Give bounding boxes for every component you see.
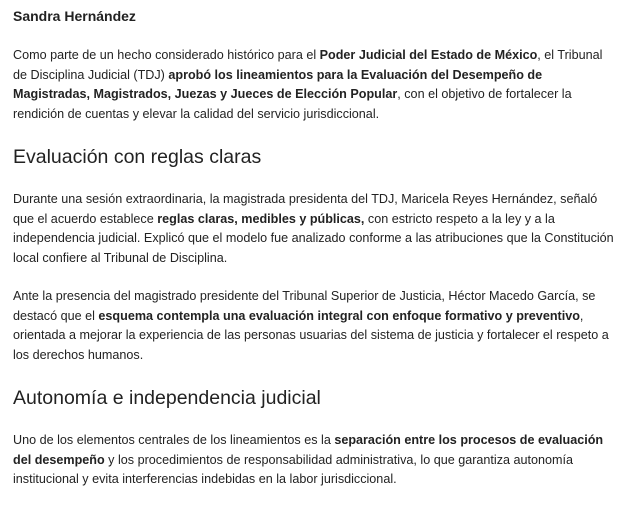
- bold-text: del desempeño: [13, 452, 105, 467]
- text-line: [13, 287, 628, 307]
- text-line: [13, 470, 628, 490]
- bold-text: reglas claras, medibles y públicas,: [157, 211, 365, 226]
- text-run: Durante una sesión extraordinaria, la magistrada presidenta del TDJ, Maricela Reyes Hernández, señaló: [13, 192, 598, 206]
- bold-text: Poder Judicial del Estado de México: [319, 48, 538, 62]
- paragraph-presencia: [13, 287, 628, 365]
- section-heading-autonomia: Autonomía e independencia judicial: [13, 387, 321, 409]
- text-run: , con el objetivo de fortalecer la: [397, 87, 572, 101]
- author-name: Sandra Hernández: [13, 8, 136, 24]
- bold-text: aprobó los lineamientos para la Evaluación del Desempeño de: [168, 67, 543, 82]
- bold-text: Magistradas, Magistrados, Juezas y Jueces de Elección Popular: [13, 87, 398, 101]
- text-line: [13, 46, 628, 66]
- text-line: [13, 326, 628, 346]
- text-run: rendición de cuentas y elevar la calidad del servicio jurisdiccional.: [13, 106, 380, 121]
- text-line: [13, 190, 628, 210]
- text-run: los derechos humanos.: [13, 347, 144, 362]
- section-heading-evaluacion: Evaluación con reglas claras: [13, 146, 262, 168]
- text-run: con estricto respeto a la ley y a la: [364, 211, 555, 226]
- paragraph-sesion: [13, 190, 628, 268]
- bold-text: separación entre los procesos de evaluación: [334, 433, 604, 447]
- paragraph-elementos: [13, 431, 628, 490]
- text-line: [13, 105, 628, 125]
- text-run: , el Tribunal: [537, 48, 603, 62]
- text-run: Ante la presencia del magistrado presidente del Tribunal Superior de Justicia, Héctor Macedo García, se: [13, 289, 596, 303]
- text-run: destacó que el: [13, 308, 99, 323]
- text-run: de Disciplina Judicial (TDJ): [13, 67, 169, 82]
- text-run: ,: [579, 308, 584, 323]
- paragraph-intro: [13, 46, 628, 124]
- text-run: y los procedimientos de responsabilidad administrativa, lo que garantiza autonomía: [104, 452, 574, 467]
- text-line: [13, 307, 628, 327]
- text-run: independencia judicial. Explicó que el modelo fue analizado conforme a las atribuciones que la Constitución: [13, 231, 614, 245]
- text-line: [13, 249, 628, 269]
- text-run: local confiere al Tribunal de Disciplina.: [13, 250, 228, 265]
- bold-text: esquema contempla una evaluación integral con enfoque formativo y preventivo: [98, 308, 580, 323]
- text-run: que el acuerdo establece: [13, 211, 158, 226]
- text-line: [13, 66, 628, 86]
- text-line: [13, 451, 628, 471]
- text-line: [13, 85, 628, 105]
- text-run: Como parte de un hecho considerado histórico para el: [13, 48, 320, 62]
- text-line: [13, 229, 628, 249]
- text-run: Uno de los elementos centrales de los lineamientos es la: [13, 433, 335, 447]
- text-line: [13, 210, 628, 230]
- text-line: [13, 346, 628, 366]
- text-run: orientada a mejorar la experiencia de las personas usuarias del sistema de justicia y fortalecer el respeto a: [13, 328, 609, 342]
- text-line: [13, 431, 628, 451]
- text-run: institucional y evita interferencias indebidas en la labor jurisdiccional.: [13, 472, 397, 486]
